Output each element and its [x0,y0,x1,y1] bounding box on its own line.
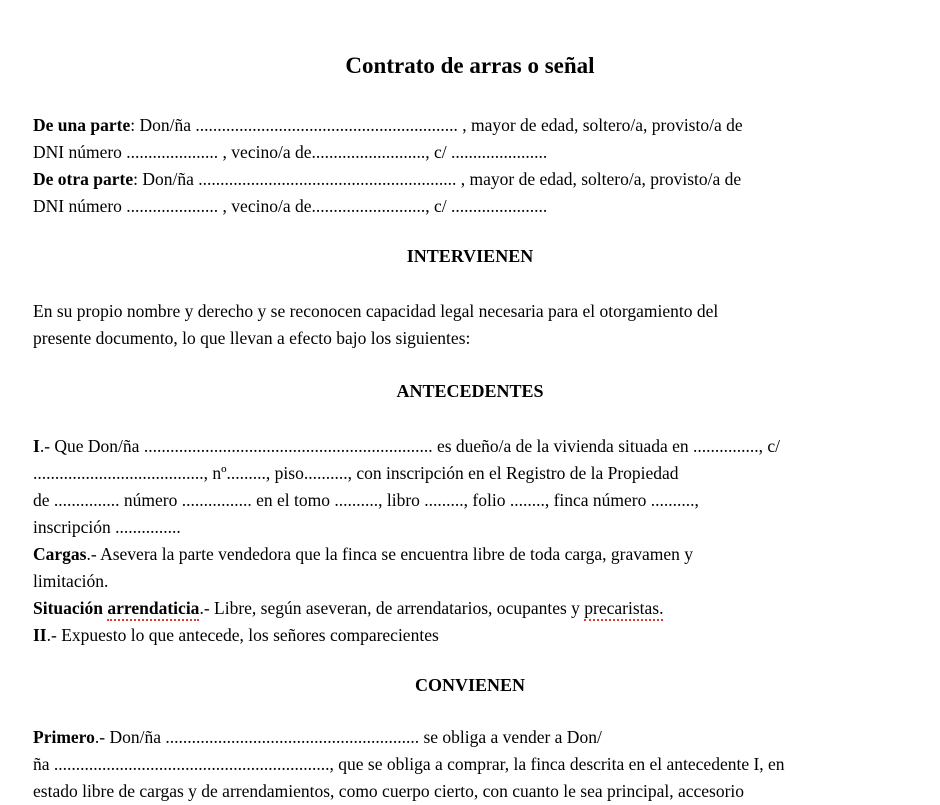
primero-label: Primero [33,727,95,747]
text-line: estado libre de cargas y de arrendamientos, como cuerpo cierto, con cuanto le sea principal, accesorio [33,781,745,801]
misspelled-word-arrendaticia: arrendaticia [107,598,199,621]
party-one-label: De una parte [33,115,131,135]
text-line [33,541,910,568]
clause-one-text: .- Que Don/ña .................................................................. es dueño/a de la vivienda situada en ..............., c/ [39,436,781,456]
text-line [33,724,910,751]
clause-number-one: I [33,436,40,456]
text-line [33,595,910,622]
party-two-text: : Don/ña ........................................................... , mayor de edad, soltero/a, provisto/a de [133,169,742,189]
text-line [33,166,910,193]
text-line [33,622,910,649]
document-title: Contrato de arras o señal [345,53,595,78]
text-line: DNI número ..................... , vecino/a de.........................., c/ ...................... [33,142,548,162]
text-line [33,433,910,460]
cargas-label: Cargas [33,544,87,564]
text-line: ña ..............................................................., que se obliga a comprar, la finca descrita en el antecedente I, en [33,754,785,774]
text-line: presente documento, lo que llevan a efecto bajo los siguientes: [33,328,471,348]
section-heading-intervienen: INTERVIENEN [406,246,534,266]
party-one-text: : Don/ña ............................................................ , mayor de edad, soltero/a, provisto/a de [130,115,743,135]
text-line: En su propio nombre y derecho y se reconocen capacidad legal necesaria para el otorgamiento del [33,301,719,321]
party-two-label: De otra parte [33,169,134,189]
clause-two-text: .- Expuesto lo que antecede, los señores comparecientes [46,625,439,645]
cargas-text: .- Asevera la parte vendedora que la finca se encuentra libre de toda carga, gravamen y [86,544,693,564]
convienen-paragraph [33,724,910,805]
text-line [33,112,910,139]
primero-text: .- Don/ña .......................................................... se obliga a vender a Don/ [94,727,602,747]
text-line: limitación. [33,571,109,591]
intervienen-paragraph [33,298,910,352]
text-line: DNI número ..................... , vecino/a de.........................., c/ ...................... [33,196,548,216]
section-heading-antecedentes: ANTECEDENTES [396,381,544,401]
situacion-text: .- Libre, según aseveran, de arrendatarios, ocupantes y [199,598,585,618]
misspelled-word-precaristas: precaristas. [584,598,663,621]
parties-paragraph [33,112,910,220]
antecedentes-paragraph [33,433,910,649]
situacion-label: Situación [33,598,108,618]
clause-number-two: II [33,625,47,645]
text-line: de ............... número ................ en el tomo .........., libro ........., folio ........, finca número .........., [33,490,699,510]
text-line: inscripción ............... [33,517,181,537]
text-line: ......................................., nº........., piso.........., con inscripción en el Registro de la Propiedad [33,463,679,483]
section-heading-convienen: CONVIENEN [414,675,525,695]
